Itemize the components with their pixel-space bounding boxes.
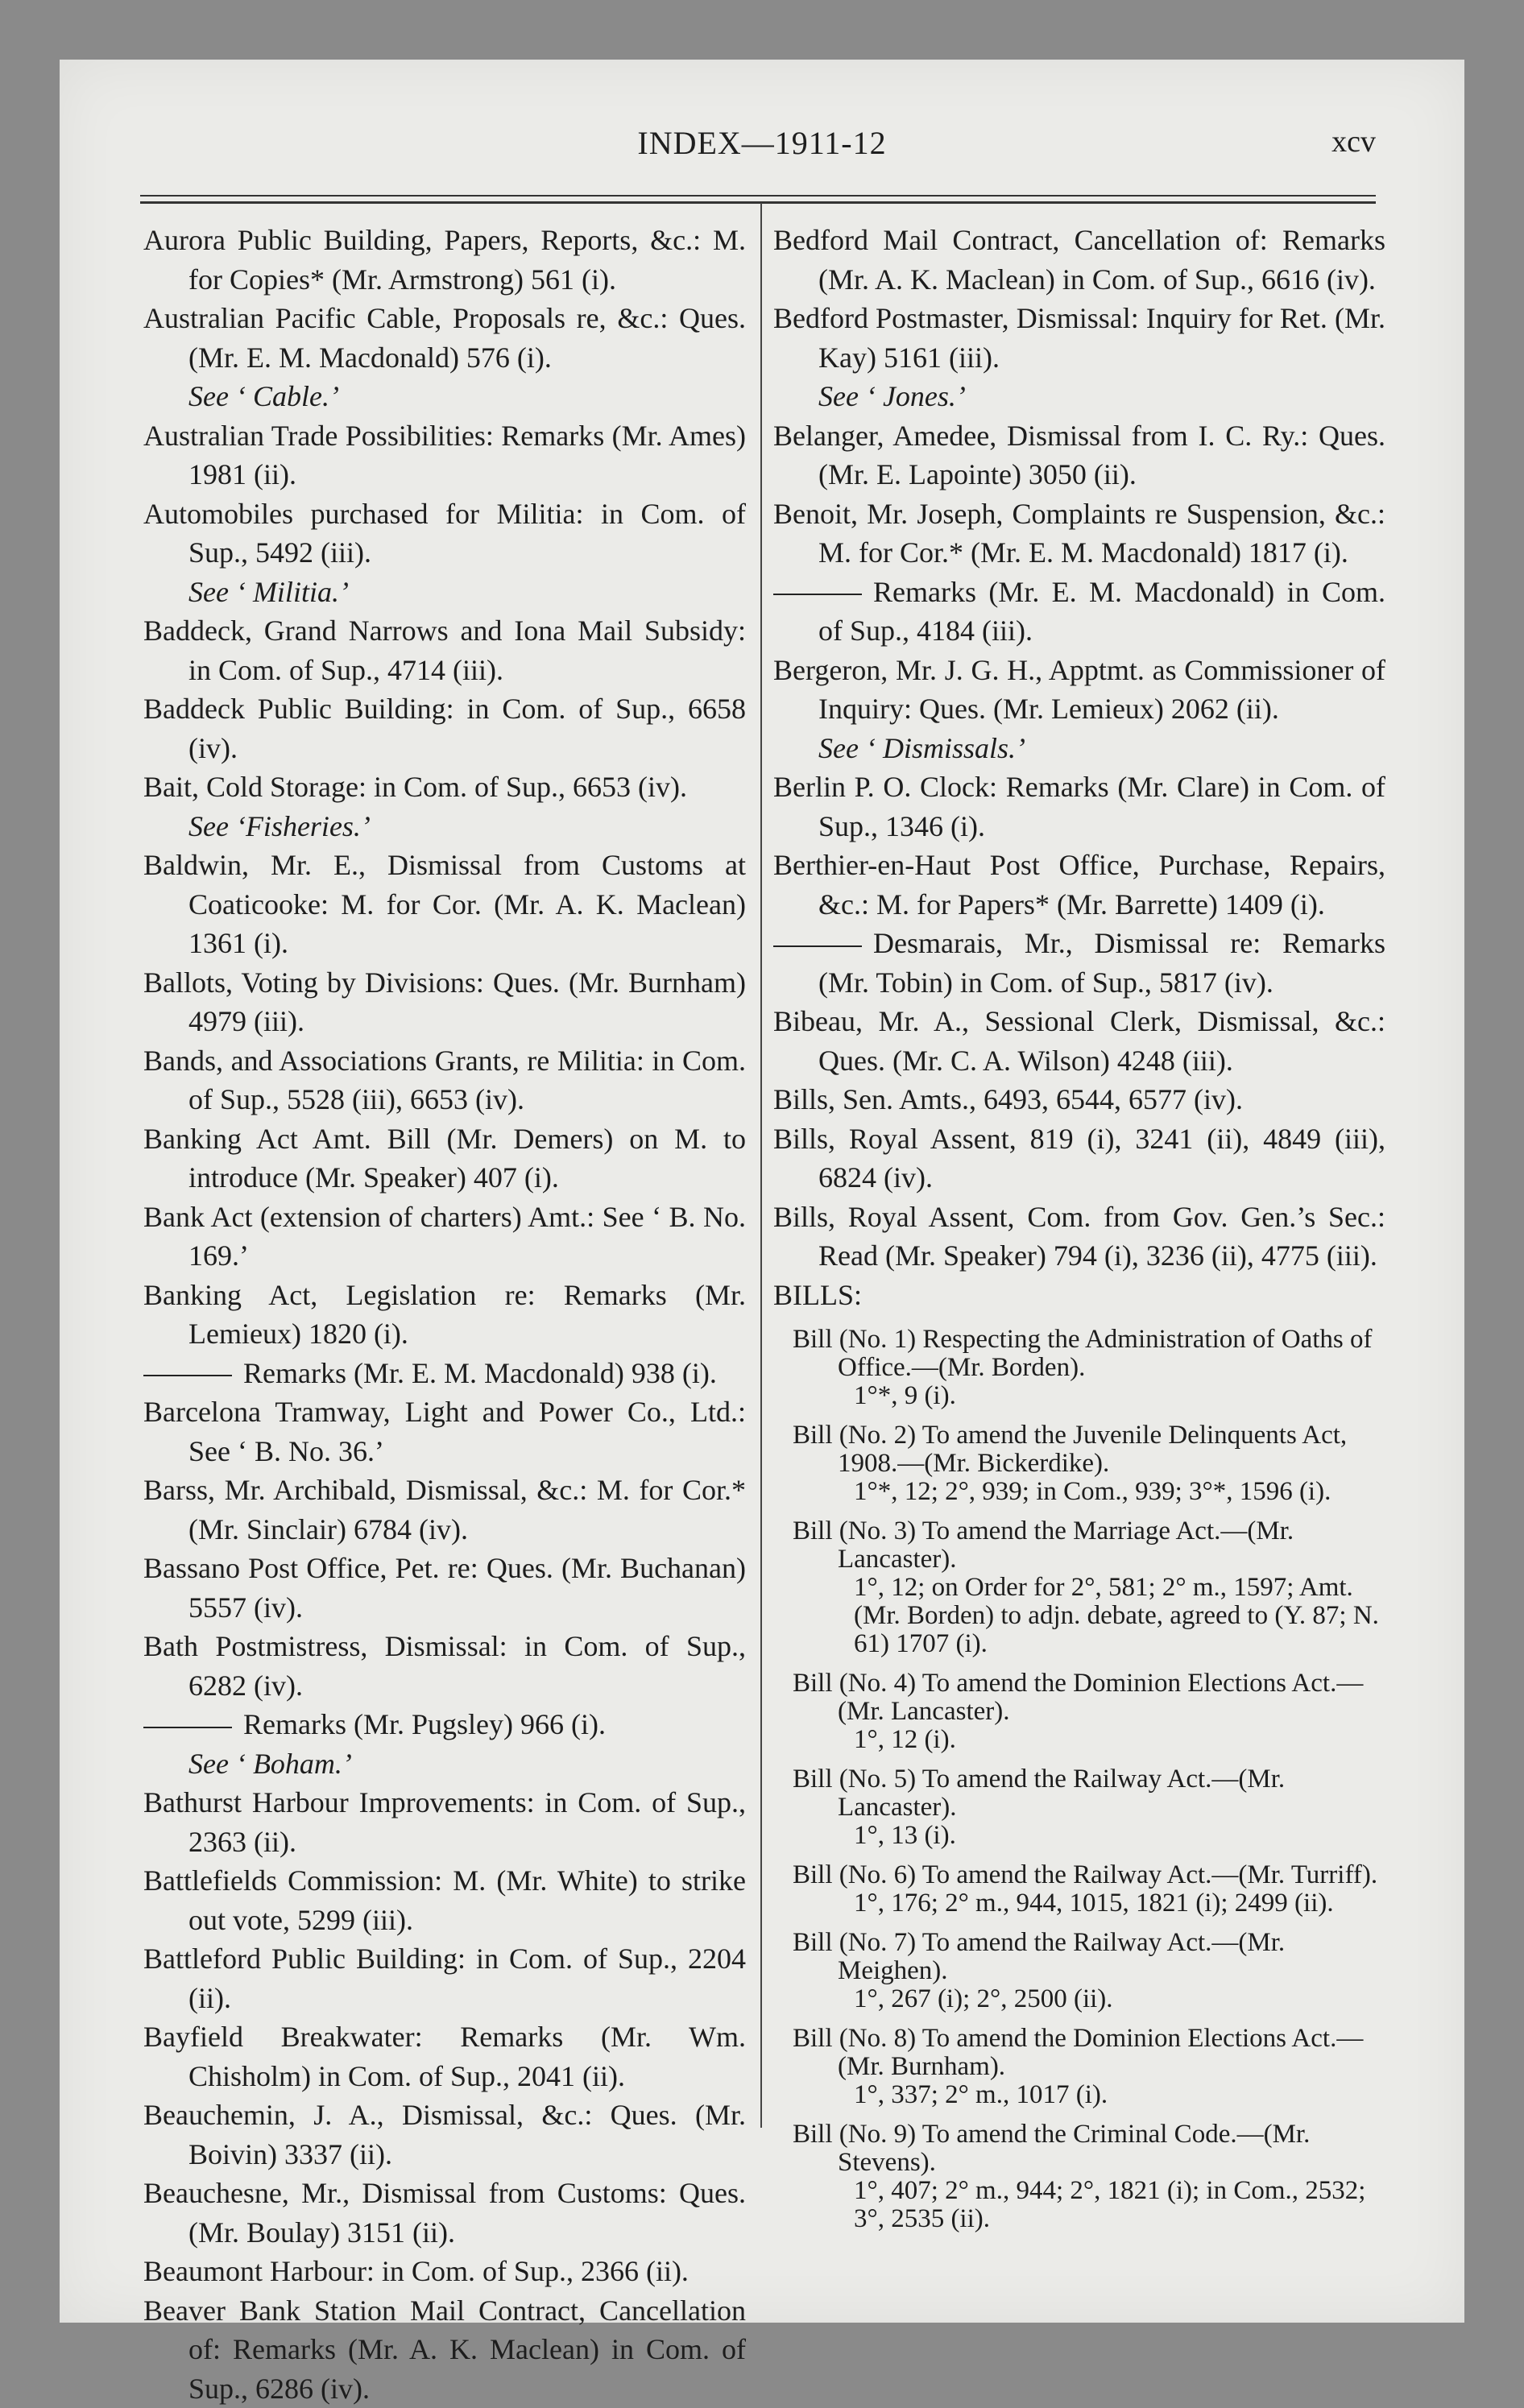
index-entry: Benoit, Mr. Joseph, Complaints re Suspension, &c.: M. for Cor.* (Mr. E. M. Macdonald) 1817 (i). [773,494,1385,573]
right-column [773,221,1385,2233]
index-entry: Bait, Cold Storage: in Com. of Sup., 6653 (iv). [143,767,746,807]
index-entry: Bath Postmistress, Dismissal: in Com. of Sup., 6282 (iv). [143,1627,746,1705]
subentry-text: Desmarais, Mr., Dismissal re: Remarks (Mr. Tobin) in Com. of Sup., 5817 (iv). [818,927,1385,999]
see-reference: See ‘ Cable.’ [143,377,746,416]
index-subentry [143,1354,746,1393]
index-entry: Beaumont Harbour: in Com. of Sup., 2366 (ii). [143,2252,746,2291]
index-entry: Beauchemin, J. A., Dismissal, &c.: Ques. (Mr. Boivin) 3337 (ii). [143,2096,746,2174]
bill-details: 1°, 337; 2° m., 1017 (i). [838,2081,1385,2109]
see-reference: See ‘ Militia.’ [143,573,746,612]
bill-details: 1°, 267 (i); 2°, 2500 (ii). [838,1985,1385,2013]
bill-details: 1°*, 12; 2°, 939; in Com., 939; 3°*, 1596 (i). [838,1478,1385,1506]
bill-details: 1°, 176; 2° m., 944, 1015, 1821 (i); 2499 (ii). [838,1889,1385,1918]
index-entry: Baddeck, Grand Narrows and Iona Mail Subsidy: in Com. of Sup., 4714 (iii). [143,611,746,689]
bill-entry [773,2025,1385,2109]
index-entry: Ballots, Voting by Divisions: Ques. (Mr. Burnham) 4979 (iii). [143,963,746,1041]
bill-entry [773,1517,1385,1658]
bill-entry [773,1326,1385,1410]
subentry-text: Remarks (Mr. E. M. Macdonald) 938 (i). [243,1357,717,1389]
bill-title: Bill (No. 8) To amend the Dominion Elections Act.—(Mr. Burnham). [793,2024,1363,2081]
subentry-text: Remarks (Mr. E. M. Macdonald) in Com. of Sup., 4184 (iii). [818,576,1385,648]
left-column [143,221,746,2408]
index-page [60,60,1464,2323]
page-title: INDEX—1911-12 [60,124,1464,162]
index-entry: Beauchesne, Mr., Dismissal from Customs: Ques. (Mr. Boulay) 3151 (ii). [143,2174,746,2252]
bill-title: Bill (No. 1) Respecting the Administration of Oaths of Office.—(Mr. Borden). [793,1325,1373,1382]
index-entry: Bibeau, Mr. A., Sessional Clerk, Dismissal, &c.: Ques. (Mr. C. A. Wilson) 4248 (iii). [773,1002,1385,1080]
section-heading: BILLS: [773,1276,1385,1315]
index-entry: Bedford Mail Contract, Cancellation of: Remarks (Mr. A. K. Maclean) in Com. of Sup., 6616 (iv). [773,221,1385,299]
bill-details: 1°*, 9 (i). [838,1382,1385,1410]
index-entry: Bands, and Associations Grants, re Militia: in Com. of Sup., 5528 (iii), 6653 (iv). [143,1041,746,1119]
index-entry: Bedford Postmaster, Dismissal: Inquiry for Ret. (Mr. Kay) 5161 (iii). [773,299,1385,377]
bill-entry [773,1669,1385,1754]
index-subentry [773,573,1385,651]
ditto-dash [143,1727,232,1728]
index-entry: Berlin P. O. Clock: Remarks (Mr. Clare) in Com. of Sup., 1346 (i). [773,767,1385,846]
see-reference: See ‘Fisheries.’ [143,807,746,846]
ditto-dash [143,1375,232,1376]
bill-title: Bill (No. 5) To amend the Railway Act.—(Mr. Lancaster). [793,1765,1285,1822]
see-reference: See ‘ Boham.’ [143,1744,746,1784]
bill-entry [773,1861,1385,1918]
index-entry: Bills, Royal Assent, 819 (i), 3241 (ii), 4849 (iii), 6824 (iv). [773,1119,1385,1198]
index-entry: Bills, Sen. Amts., 6493, 6544, 6577 (iv). [773,1080,1385,1119]
bill-title: Bill (No. 3) To amend the Marriage Act.—(Mr. Lancaster). [793,1516,1294,1574]
column-divider [760,203,762,2128]
index-entry: Bills, Royal Assent, Com. from Gov. Gen.’s Sec.: Read (Mr. Speaker) 794 (i), 3236 (ii), 4775 (iii). [773,1198,1385,1276]
bill-title: Bill (No. 9) To amend the Criminal Code.—(Mr. Stevens). [793,2120,1310,2177]
see-reference: See ‘ Jones.’ [773,377,1385,416]
page-number: xcv [1331,124,1376,159]
header-rule-thick [140,201,1376,204]
subentry-text: Remarks (Mr. Pugsley) 966 (i). [243,1708,606,1740]
index-entry: Banking Act Amt. Bill (Mr. Demers) on M. to introduce (Mr. Speaker) 407 (i). [143,1119,746,1198]
bill-details: 1°, 12; on Order for 2°, 581; 2° m., 1597; Amt. (Mr. Borden) to adjn. debate, agreed to (Y. 87; N. 61) 1707 (i). [838,1574,1385,1658]
bill-entry [773,1421,1385,1506]
index-entry: Banking Act, Legislation re: Remarks (Mr. Lemieux) 1820 (i). [143,1276,746,1354]
index-subentry [773,924,1385,1002]
index-entry: Australian Trade Possibilities: Remarks (Mr. Ames) 1981 (ii). [143,416,746,494]
index-entry: Berthier-en-Haut Post Office, Purchase, Repairs, &c.: M. for Papers* (Mr. Barrette) 1409 (i). [773,846,1385,924]
index-entry: Bayfield Breakwater: Remarks (Mr. Wm. Chisholm) in Com. of Sup., 2041 (ii). [143,2017,746,2096]
index-entry: Aurora Public Building, Papers, Reports, &c.: M. for Copies* (Mr. Armstrong) 561 (i). [143,221,746,299]
ditto-dash [773,945,862,947]
index-entry: Bathurst Harbour Improvements: in Com. of Sup., 2363 (ii). [143,1783,746,1861]
index-entry: Australian Pacific Cable, Proposals re, &c.: Ques. (Mr. E. M. Macdonald) 576 (i). [143,299,746,377]
index-subentry [143,1705,746,1744]
ditto-dash [773,594,862,595]
bill-entry [773,1765,1385,1850]
bill-details: 1°, 12 (i). [838,1726,1385,1754]
index-entry: Baldwin, Mr. E., Dismissal from Customs at Coaticooke: M. for Cor. (Mr. A. K. Maclean) 1361 (i). [143,846,746,963]
index-entry: Belanger, Amedee, Dismissal from I. C. Ry.: Ques. (Mr. E. Lapointe) 3050 (ii). [773,416,1385,494]
bill-title: Bill (No. 7) To amend the Railway Act.—(Mr. Meighen). [793,1928,1285,1985]
index-entry: Beaver Bank Station Mail Contract, Cancellation of: Remarks (Mr. A. K. Maclean) in Com. of Sup., 6286 (iv). [143,2291,746,2408]
index-entry: Barss, Mr. Archibald, Dismissal, &c.: M. for Cor.* (Mr. Sinclair) 6784 (iv). [143,1471,746,1549]
index-entry: Bassano Post Office, Pet. re: Ques. (Mr. Buchanan) 5557 (iv). [143,1549,746,1627]
header-rule-thin [140,195,1376,197]
bill-entry [773,2120,1385,2233]
page-header [60,124,1464,172]
index-entry: Automobiles purchased for Militia: in Com. of Sup., 5492 (iii). [143,494,746,573]
bill-details: 1°, 13 (i). [838,1822,1385,1850]
bill-title: Bill (No. 2) To amend the Juvenile Delinquents Act, 1908.—(Mr. Bickerdike). [793,1421,1347,1478]
index-entry: Barcelona Tramway, Light and Power Co., Ltd.: See ‘ B. No. 36.’ [143,1392,746,1471]
index-entry: Bergeron, Mr. J. G. H., Apptmt. as Commissioner of Inquiry: Ques. (Mr. Lemieux) 2062 (ii). [773,651,1385,729]
index-entry: Battlefields Commission: M. (Mr. White) to strike out vote, 5299 (iii). [143,1861,746,1939]
bill-entry [773,1929,1385,2013]
bill-details: 1°, 407; 2° m., 944; 2°, 1821 (i); in Com., 2532; 3°, 2535 (ii). [838,2177,1385,2233]
index-entry: Battleford Public Building: in Com. of Sup., 2204 (ii). [143,1939,746,2017]
bill-title: Bill (No. 4) To amend the Dominion Elections Act.—(Mr. Lancaster). [793,1669,1363,1726]
see-reference: See ‘ Dismissals.’ [773,729,1385,768]
bill-title: Bill (No. 6) To amend the Railway Act.—(Mr. Turriff). [793,1860,1377,1889]
index-entry: Baddeck Public Building: in Com. of Sup., 6658 (iv). [143,689,746,767]
index-entry: Bank Act (extension of charters) Amt.: See ‘ B. No. 169.’ [143,1198,746,1276]
